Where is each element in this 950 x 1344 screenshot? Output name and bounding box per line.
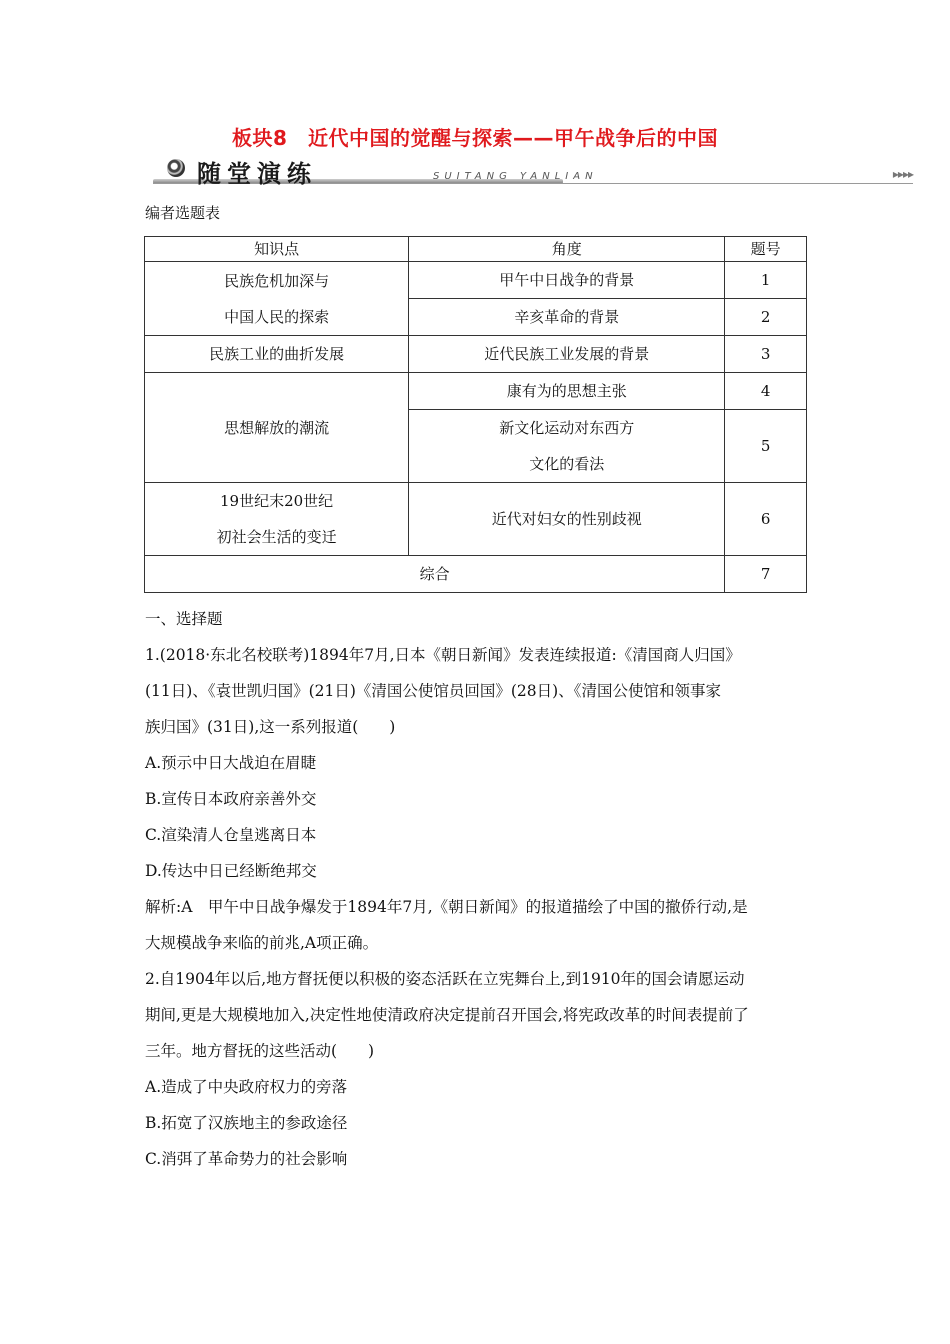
table-row	[145, 373, 807, 410]
question-1-option-d: D.传达中日已经断绝邦交	[145, 862, 317, 880]
question-2-line: 期间,更是大规模地加入,决定性地使清政府决定提前召开国会,将宪政改革的时间表提前了	[145, 1006, 749, 1024]
angle-line: 新文化运动对东西方	[499, 419, 635, 437]
angle-cell: 近代对妇女的性别歧视	[409, 483, 725, 556]
angle-cell: 近代民族工业发展的背景	[409, 336, 725, 373]
number-cell: 2	[725, 299, 807, 336]
angle-line: 文化的看法	[529, 455, 605, 473]
table-caption: 编者选题表	[145, 204, 221, 222]
header-knowledge: 知识点	[145, 237, 409, 262]
topic-line: 初社会生活的变迁	[216, 528, 337, 546]
banner-pinyin: SUITANG YANLIAN	[433, 171, 598, 182]
angle-cell	[409, 410, 725, 483]
question-1-analysis: 解析:A 甲午中日战争爆发于1894年7月,《朝日新闻》的报道描绘了中国的撤侨行动,是	[145, 898, 748, 916]
topic-line: 19世纪末20世纪	[220, 492, 334, 510]
question-1-line: 1.(2018·东北名校联考)1894年7月,日本《朝日新闻》发表连续报道:《清国商人归国》	[145, 646, 741, 664]
question-1-line: 族归国》(31日),这一系列报道( )	[145, 718, 396, 736]
page-title: 板块8 近代中国的觉醒与探索——甲午战争后的中国	[232, 126, 718, 150]
banner-arrows-icon: ▸▸▸▸	[892, 167, 913, 181]
number-cell: 4	[725, 373, 807, 410]
angle-cell: 甲午中日战争的背景	[409, 262, 725, 299]
topic-cell: 思想解放的潮流	[145, 373, 409, 483]
topic-cell: 民族工业的曲折发展	[145, 336, 409, 373]
table-header-row	[145, 237, 807, 262]
question-1-line: (11日)、《袁世凯归国》(21日)《清国公使馆员回国》(28日)、《清国公使馆和领事家	[145, 682, 721, 700]
total-cell: 综合	[145, 556, 725, 593]
question-1-option-a: A.预示中日大战迫在眉睫	[145, 754, 317, 772]
question-2-option-b: B.拓宽了汉族地主的参政途径	[145, 1114, 348, 1132]
topic-line: 民族危机加深与	[224, 271, 330, 290]
number-cell: 7	[725, 556, 807, 593]
angle-cell: 康有为的思想主张	[409, 373, 725, 410]
number-cell: 3	[725, 336, 807, 373]
question-2-option-c: C.消弭了革命势力的社会影响	[145, 1150, 348, 1168]
table-row	[145, 556, 807, 593]
topic-cell	[145, 483, 409, 556]
question-1-option-b: B.宣传日本政府亲善外交	[145, 790, 317, 808]
table-row	[145, 336, 807, 373]
topic-table	[144, 236, 807, 593]
section-heading: 一、选择题	[145, 610, 223, 628]
question-1-analysis: 大规模战争来临的前兆,A项正确。	[145, 934, 379, 952]
question-2-option-a: A.造成了中央政府权力的旁落	[145, 1078, 348, 1096]
header-number: 题号	[725, 237, 807, 262]
topic-line: 中国人民的探索	[224, 307, 330, 326]
table-row	[145, 262, 807, 299]
number-cell: 5	[725, 410, 807, 483]
topic-cell	[145, 262, 409, 336]
question-2-line: 2.自1904年以后,地方督抚便以积极的姿态活跃在立宪舞台上,到1910年的国会请愿运动	[145, 970, 745, 988]
banner-circle-icon	[167, 159, 185, 177]
section-banner	[143, 152, 913, 188]
question-1-option-c: C.渲染清人仓皇逃离日本	[145, 826, 317, 844]
table-row	[145, 483, 807, 556]
number-cell: 6	[725, 483, 807, 556]
angle-cell: 辛亥革命的背景	[409, 299, 725, 336]
banner-label: 随堂演练	[197, 160, 317, 188]
question-2-line: 三年。地方督抚的这些活动( )	[145, 1042, 375, 1060]
question-section	[145, 601, 810, 1177]
number-cell: 1	[725, 262, 807, 299]
header-angle: 角度	[409, 237, 725, 262]
